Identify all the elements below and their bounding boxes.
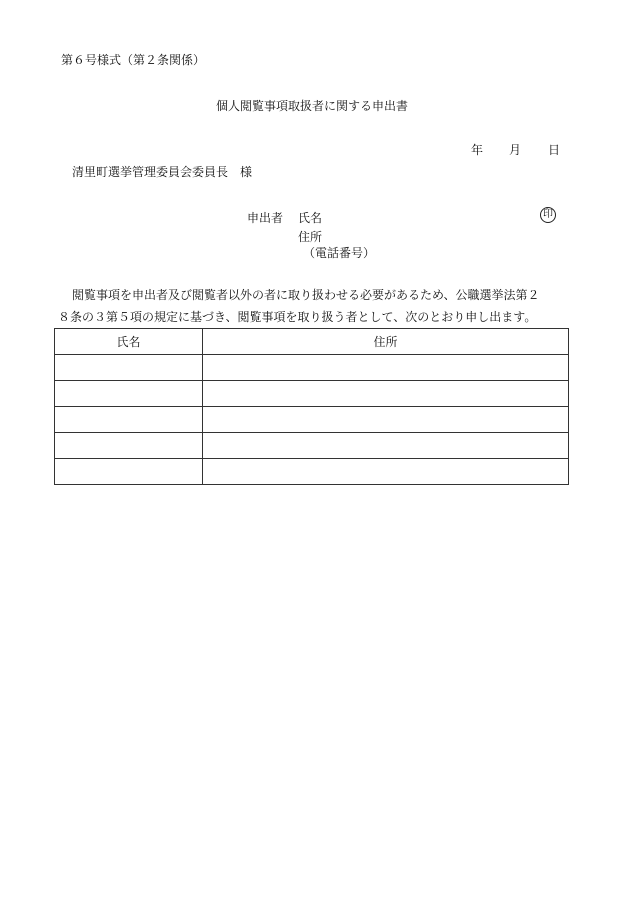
table-row [55, 381, 569, 407]
form-number-label: 第６号様式（第２条関係） [61, 53, 206, 67]
date-year-label: 年 [471, 143, 484, 157]
address-label: 住所 [298, 230, 323, 244]
recipient-line: 清里町選挙管理委員会委員長 様 [72, 165, 253, 179]
header-address: 住所 [203, 329, 569, 355]
name-cell[interactable] [55, 381, 203, 407]
body-paragraph-line-1: 閲覧事項を申出者及び閲覧者以外の者に取り扱わせる必要があるため、公職選挙法第２ [72, 288, 540, 302]
name-cell[interactable] [55, 459, 203, 485]
handler-table [54, 328, 568, 485]
address-cell[interactable] [203, 459, 569, 485]
document-title: 個人閲覧事項取扱者に関する申出書 [216, 99, 409, 113]
name-label: 氏名 [298, 211, 323, 225]
name-cell[interactable] [55, 355, 203, 381]
date-day-label: 日 [548, 143, 561, 157]
address-cell[interactable] [203, 407, 569, 433]
table-row [55, 355, 569, 381]
name-cell[interactable] [55, 407, 203, 433]
seal-mark-icon: 印 [540, 207, 556, 223]
phone-label: （電話番号） [303, 246, 376, 260]
date-month-label: 月 [509, 143, 522, 157]
applicant-label: 申出者 [247, 211, 284, 225]
address-cell[interactable] [203, 381, 569, 407]
table-row [55, 459, 569, 485]
name-cell[interactable] [55, 433, 203, 459]
address-cell[interactable] [203, 355, 569, 381]
address-cell[interactable] [203, 433, 569, 459]
table-header-row [55, 329, 569, 355]
header-name: 氏名 [55, 329, 203, 355]
body-paragraph-line-2: ８条の３第５項の規定に基づき、閲覧事項を取り扱う者として、次のとおり申し出ます。 [58, 310, 537, 324]
table-row [55, 433, 569, 459]
table-row [55, 407, 569, 433]
